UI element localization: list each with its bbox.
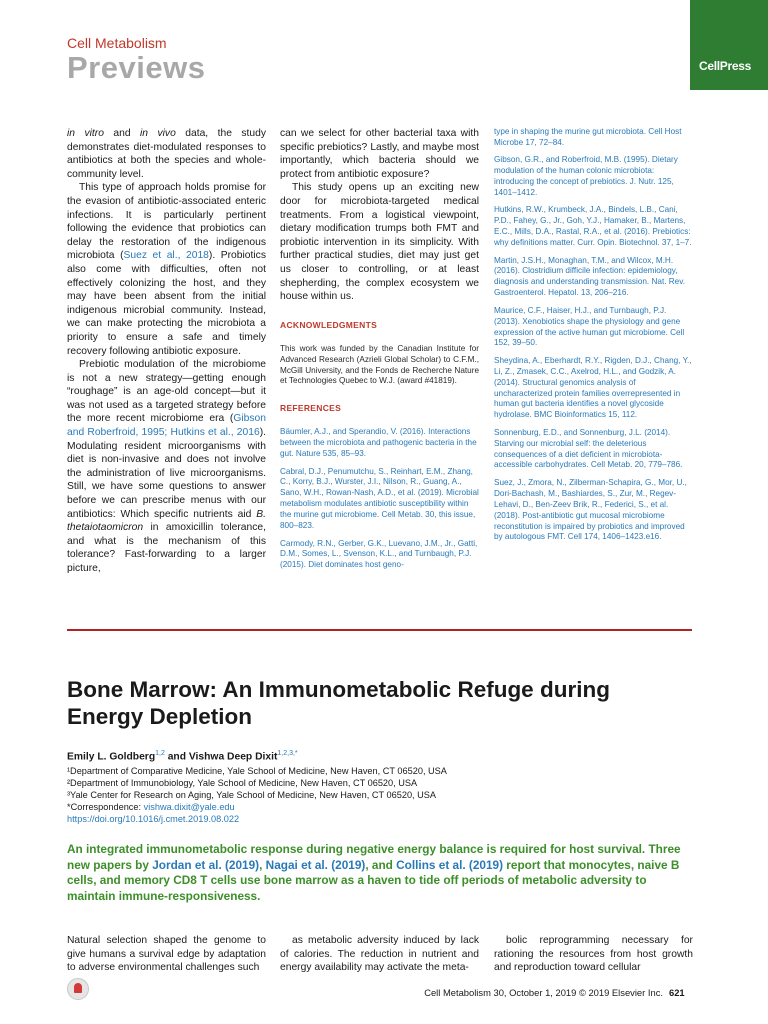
author-list bbox=[67, 750, 298, 762]
acknowledgments-heading: ACKNOWLEDGMENTS bbox=[280, 319, 378, 330]
italic-term: in vivo bbox=[140, 128, 176, 139]
paragraph: This study opens up an exciting new door for microbiota-targeted medical treatments. From a logistical viewpoint, dietary modification trumps both FMT and probiotic intervention in its simplicity. With further practical studies, diet may just get us closer to controlling, or at least shepherding, the complex ecosystem we house within us. bbox=[280, 182, 479, 303]
publisher-logo-text: CellPress bbox=[698, 59, 751, 73]
body-text: Natural selection shaped the genome to give humans a survival edge by adaptation to adverse environmental challenges such bbox=[67, 935, 266, 974]
reference-item[interactable]: Cabral, D.J., Penumutchu, S., Reinhart, E.M., Zhang, C., Korry, B.J., Wurster, J.I., Nilson, R., Guang, A., Sano, W.H., Rowan-Nash, A.D., et al. (2019). Microbial metabolism modulates antibiotic susceptibility within the murine gut microbiome. Cell Metab. 30, this issue, 800–823. bbox=[280, 466, 479, 531]
text: and bbox=[103, 128, 141, 139]
text: *Correspondence: bbox=[67, 802, 144, 813]
body-text: as metabolic adversity induced by lack of calories. The reduction in nutrient and energy availability may activate the meta- bbox=[280, 935, 479, 974]
column-1 bbox=[67, 127, 266, 576]
text: ). Modulating resident microorganisms with diet is non-invasive and does not involve the administration of live microorganisms. Still, we have some questions to answer before we can prescribe menus with our antibiotics: Which specific nutrients aid bbox=[67, 427, 266, 520]
paragraph: can we select for other bacterial taxa with specific prebiotics? Lastly, and maybe most importantly, which bacteria should we protect from antibiotic exposure? bbox=[280, 128, 479, 180]
column-3 bbox=[494, 127, 693, 550]
text: in amoxicillin tolerance, and what is the mechanism of this tolerance? Fast-forwarding to a larger picture, bbox=[67, 522, 266, 574]
affiliations bbox=[67, 765, 587, 825]
text: ). Probiotics also come with difficulties, often not effectively colonizing the host, and they may have been absent from the initial indigenous microbial community. Instead, we can make protecting the microbiota a priority to ensure a safe and timely recovery following antibiotic exposure. bbox=[67, 250, 266, 357]
reference-item[interactable]: Hutkins, R.W., Krumbeck, J.A., Bindels, L.B., Cani, P.D., Fahey, G., Jr., Goh, Y.J., Hamaker, B., Martens, E.C., Mills, D.A., Rastal, R.A., et al. (2016). Prebiotics: why definitions matter. Curr. Opin. Biotechnol. 37, 1–7. bbox=[494, 205, 692, 248]
citation-link[interactable]: Gibson and Roberfroid, 1995; Hutkins et al., 2016 bbox=[67, 413, 266, 439]
paragraph bbox=[67, 127, 266, 181]
email-link[interactable]: vishwa.dixit@yale.edu bbox=[143, 802, 235, 813]
text: and bbox=[164, 751, 189, 763]
citation-link[interactable]: Nagai et al. (2019) bbox=[265, 857, 366, 872]
journal-name: Cell Metabolism bbox=[67, 35, 167, 51]
section-label: Previews bbox=[67, 50, 206, 85]
reference-item[interactable]: Martin, J.S.H., Monaghan, T.M., and Wilcox, M.H. (2016). Clostridium difficile infection: epidemiology, diagnosis and understanding transmission. Nat. Rev. Gastroenterol. Hepatol. 13, 206–216. bbox=[494, 255, 685, 298]
reference-item[interactable]: Carmody, R.N., Gerber, G.K., Luevano, J.M., Jr., Gatti, D.M., Somes, L., Svenson, K.L., and Turnbaugh, P.J. (2015). Diet dominates host geno- bbox=[280, 538, 478, 570]
article-title: Bone Marrow: An Immunometabolic Refuge during Energy Depletion bbox=[67, 677, 610, 729]
reference-item[interactable]: Maurice, C.F., Haiser, H.J., and Turnbaugh, P.J. (2013). Xenobiotics shape the physiology and gene expression of the active human gut microbiome. Cell 152, 39–50. bbox=[494, 305, 685, 348]
check-for-updates-icon[interactable] bbox=[67, 978, 89, 1000]
section-divider bbox=[67, 629, 692, 631]
reference-item[interactable]: Suez, J., Zmora, N., Zilberman-Schapira, G., Mor, U., Dori-Bachash, M., Bashiardes, S., Zur, M., Regev-Lehavi, D., Ben-Zeev Brik, R., Federici, S., et al. (2018). Post-antibiotic gut mucosal microbiome reconstitution is impaired by probiotics and improved by autologous FMT. Cell 174, 1406–1423.e16. bbox=[494, 477, 687, 542]
text: Prebiotic modulation of the microbiome is not a new strategy—getting enough “roughage” is an age-old concept—but it was not used as a targeted strategy before the more recent microbiome era ( bbox=[67, 359, 266, 425]
italic-term: B. thetaiotaomicron bbox=[67, 508, 266, 534]
text: , bbox=[259, 857, 266, 872]
paragraph bbox=[67, 358, 266, 576]
reference-item[interactable]: Sonnenburg, E.D., and Sonnenburg, J.L. (2014). Starving our microbial self: the deleterious consequences of a diet deficient in microbiota-accessible carbohydrates. Cell Metab. 20, 779–786. bbox=[494, 427, 683, 470]
reference-item[interactable]: type in shaping the murine gut microbiota. Cell Host Microbe 17, 72–84. bbox=[494, 127, 682, 147]
citation-link[interactable]: Suez et al., 2018 bbox=[123, 250, 209, 262]
page-number: 621 bbox=[669, 987, 685, 998]
text: An integrated immunometabolic response during negative energy balance is required for host survival. Three new papers by bbox=[67, 842, 681, 872]
column-2 bbox=[280, 127, 479, 578]
reference-item[interactable]: Bäumler, A.J., and Sperandio, V. (2016). Interactions between the microbiota and pathogenic bacteria in the gut. Nature 535, 85–93. bbox=[280, 427, 477, 459]
text: data, the study demonstrates diet-modulated responses to antibiotics at both the species and whole-community level. bbox=[67, 128, 266, 180]
references-heading: REFERENCES bbox=[280, 403, 342, 414]
reference-item[interactable]: Gibson, G.R., and Roberfroid, M.B. (1995). Dietary modulation of the human colonic microbiota: introducing the concept of prebiotics. J. Nutr. 125, 1401–1412. bbox=[494, 155, 678, 198]
abstract bbox=[67, 842, 694, 905]
acknowledgments-text: This work was funded by the Canadian Institute for Advanced Research (Azrieli Global Scholar) to C.F.M., McGill University, and the Fonds de Recherche Nature et Technologies Quebec to W.J. (award #41819). bbox=[280, 343, 479, 386]
citation-link[interactable]: Collins et al. (2019) bbox=[396, 857, 504, 872]
body-text: bolic reprogramming necessary for rationing the resources from host growth and reproduction toward cellular bbox=[494, 935, 693, 974]
author-name: Vishwa Deep Dixit bbox=[188, 751, 278, 763]
paragraph bbox=[67, 181, 266, 358]
italic-term: in vitro bbox=[67, 128, 104, 139]
publisher-logo bbox=[690, 0, 768, 90]
author-affiliation-marker: 1,2 bbox=[155, 750, 165, 757]
correspondence bbox=[67, 801, 587, 813]
citation-link[interactable]: Jordan et al. (2019) bbox=[152, 857, 260, 872]
reference-item[interactable]: Sheydina, A., Eberhardt, R.Y., Rigden, D.J., Chang, Y., Li, Z., Zmasek, C.C., Axelrod, H.L., and Godzik, A. (2014). Structural genomics analysis of uncharacterized protein families overrepresented in human gut bacteria identifies a novel glycoside hydrolase. BMC Bioinformatics 15, 112. bbox=[494, 355, 692, 420]
affiliation: ³Yale Center for Research on Aging, Yale School of Medicine, New Haven, CT 06520, USA bbox=[67, 790, 437, 801]
author-name: Emily L. Goldberg bbox=[67, 751, 156, 763]
text: report that monocytes, naive B cells, and memory CD8 T cells use bone marrow as a haven to tide off periods of metabolic adversity to maintain immune-responsiveness. bbox=[67, 857, 680, 904]
affiliation: ¹Department of Comparative Medicine, Yale School of Medicine, New Haven, CT 06520, USA bbox=[67, 766, 447, 776]
footer-citation: Cell Metabolism 30, October 1, 2019 © 2019 Elsevier Inc. bbox=[424, 987, 663, 998]
doi-link[interactable]: https://doi.org/10.1016/j.cmet.2019.08.022 bbox=[67, 814, 240, 825]
text: This type of approach holds promise for the evasion of antibiotic-associated enteric infections. It is particularly pertinent following the evidence that probiotics can delay the restoration of the indigenous microbiota ( bbox=[67, 182, 266, 262]
author-affiliation-marker: 1,2,3,* bbox=[277, 750, 298, 757]
affiliation: ²Department of Immunobiology, Yale School of Medicine, New Haven, CT 06520, USA bbox=[67, 778, 418, 789]
text: , and bbox=[365, 857, 397, 872]
